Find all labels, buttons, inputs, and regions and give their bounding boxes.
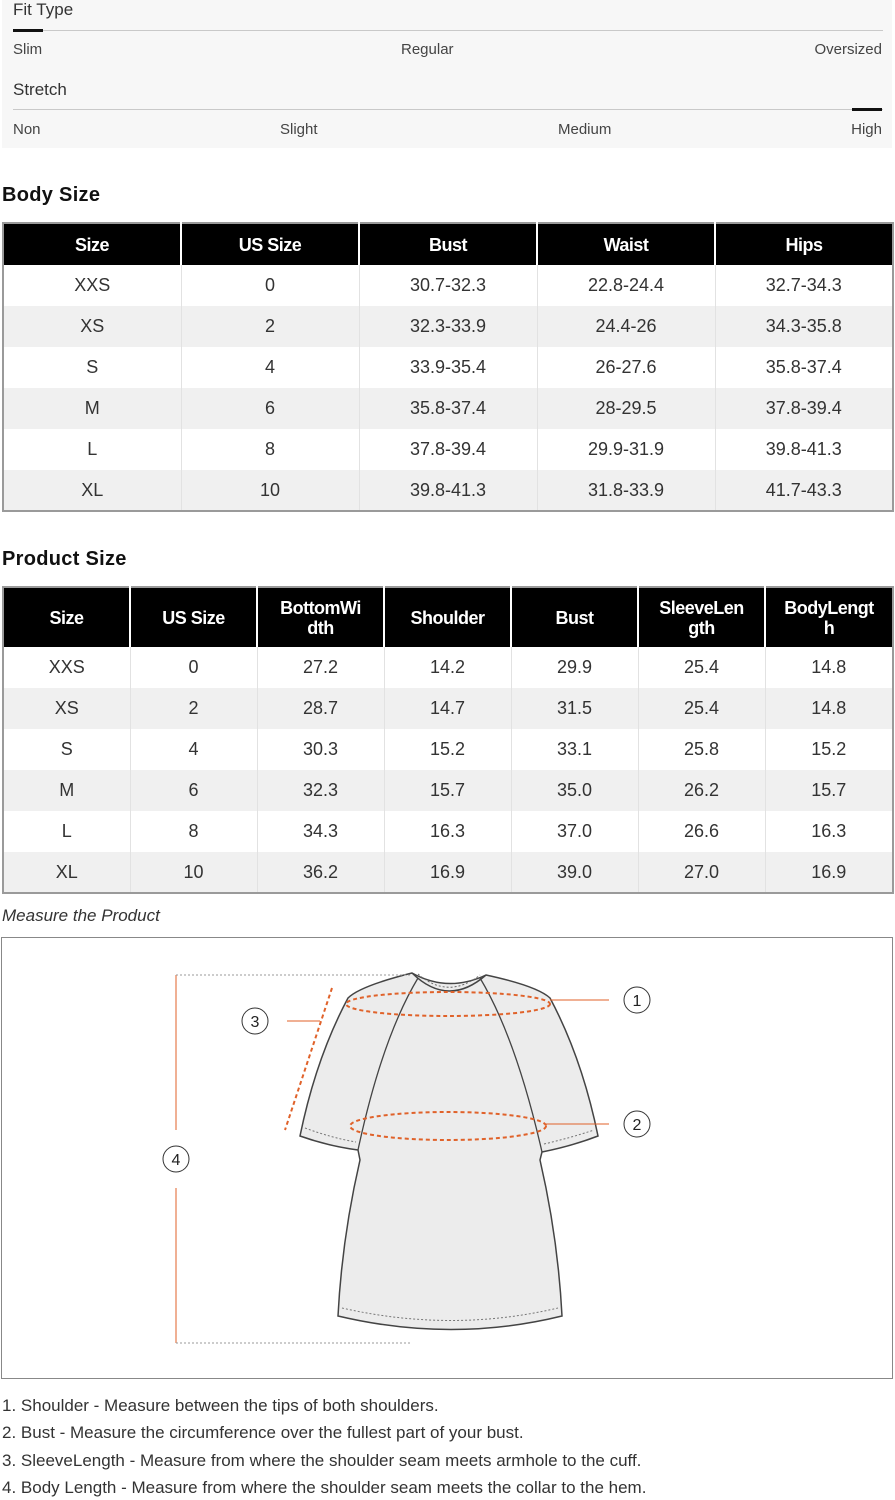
marker-3: 3 — [250, 1014, 260, 1031]
table-cell: 15.7 — [765, 770, 893, 811]
note-shoulder: 1. Shoulder - Measure between the tips of both shoulders. — [2, 1396, 439, 1415]
table-row — [3, 265, 893, 306]
table-row — [3, 470, 893, 511]
table-cell: 29.9-31.9 — [537, 429, 715, 470]
table-cell: 14.8 — [765, 688, 893, 729]
column-header: US Size — [130, 587, 257, 647]
column-header: US Size — [181, 223, 359, 265]
table-cell: XXS — [3, 265, 181, 306]
table-cell: 6 — [130, 770, 257, 811]
note-bust: 2. Bust - Measure the circumference over the fullest part of your bust. — [2, 1423, 524, 1442]
table-row — [3, 388, 893, 429]
table-cell: 16.9 — [384, 852, 511, 893]
table-cell: 30.3 — [257, 729, 384, 770]
fit-type-track — [13, 30, 883, 31]
table-cell: 33.9-35.4 — [359, 347, 537, 388]
stretch-label: Stretch — [13, 80, 67, 99]
table-cell: 16.3 — [811, 821, 847, 841]
body-size-title: Body Size — [2, 184, 101, 206]
table-cell: 0 — [181, 265, 359, 306]
table-cell: 28.7 — [257, 688, 384, 729]
fit-option-oversized: Oversized — [814, 41, 882, 58]
table-cell: XXS — [3, 647, 130, 688]
table-cell: 2 — [130, 688, 257, 729]
table-cell: 0 — [130, 647, 257, 688]
table-cell: 31.8-33.9 — [537, 470, 715, 511]
table-cell: 25.8 — [638, 729, 765, 770]
table-cell: 14.2 — [384, 647, 511, 688]
body-size-table — [2, 222, 894, 512]
marker-4: 4 — [171, 1152, 181, 1169]
table-cell: 15.7 — [384, 770, 511, 811]
table-cell: 8 — [130, 811, 257, 852]
table-row — [3, 729, 893, 770]
marker-2: 2 — [632, 1117, 642, 1134]
table-cell: 27.0 — [638, 852, 765, 893]
table-cell: 35.8-37.4 — [765, 357, 842, 377]
table-cell: 14.7 — [384, 688, 511, 729]
column-header: Hips — [715, 223, 893, 265]
table-cell: 37.8-39.4 — [359, 429, 537, 470]
table-cell: 15.2 — [384, 729, 511, 770]
table-cell: 8 — [181, 429, 359, 470]
column-header: Waist — [537, 223, 715, 265]
table-row — [3, 688, 893, 729]
table-cell: XS — [3, 688, 130, 729]
table-cell: 10 — [130, 852, 257, 893]
stretch-indicator — [852, 108, 882, 111]
table-cell: 25.4 — [638, 647, 765, 688]
note-sleeve-length: 3. SleeveLength - Measure from where the shoulder seam meets armhole to the cuff. — [2, 1451, 642, 1470]
table-cell: 15.2 — [811, 739, 847, 759]
table-cell: 29.9 — [511, 647, 638, 688]
table-cell: 26.6 — [638, 811, 765, 852]
table-cell: 24.4-26 — [537, 306, 715, 347]
table-cell: 39.8-41.3 — [765, 439, 842, 459]
table-row — [3, 852, 893, 893]
product-size-title: Product Size — [2, 548, 127, 570]
marker-1: 1 — [632, 993, 642, 1010]
table-cell: 31.5 — [511, 688, 638, 729]
table-cell: 32.7-34.3 — [765, 275, 842, 295]
column-header: BodyLengt h — [765, 587, 893, 647]
table-cell: 4 — [130, 729, 257, 770]
tshirt-shape — [300, 973, 598, 1330]
stretch-option-non: Non — [13, 121, 41, 138]
table-cell: 27.2 — [257, 647, 384, 688]
stretch-track — [13, 109, 883, 110]
table-cell: 26-27.6 — [537, 347, 715, 388]
column-header: SleeveLen gth — [638, 587, 765, 647]
fit-panel — [2, 0, 892, 148]
table-cell: 26.2 — [638, 770, 765, 811]
column-header: Bust — [359, 223, 537, 265]
fit-type-indicator — [13, 29, 43, 32]
table-cell: 34.3 — [257, 811, 384, 852]
product-size-table — [2, 586, 894, 894]
table-row — [3, 429, 893, 470]
column-header: Shoulder — [384, 587, 511, 647]
column-header: Size — [3, 223, 181, 265]
body-size-header-row — [3, 223, 893, 265]
table-cell: 2 — [181, 306, 359, 347]
stretch-option-medium: Medium — [558, 121, 612, 138]
table-cell: 32.3 — [257, 770, 384, 811]
product-size-header-row — [3, 587, 893, 647]
table-cell: 22.8-24.4 — [537, 265, 715, 306]
table-cell: 35.0 — [511, 770, 638, 811]
table-cell: M — [3, 770, 130, 811]
table-cell: 10 — [181, 470, 359, 511]
table-cell: 25.4 — [638, 688, 765, 729]
table-cell: M — [3, 388, 181, 429]
table-cell: XL — [3, 852, 130, 893]
table-cell: XL — [3, 470, 181, 511]
tshirt-measure-illustration — [2, 938, 894, 1380]
measure-title: Measure the Product — [2, 906, 160, 925]
table-cell: 16.3 — [384, 811, 511, 852]
measure-diagram — [1, 937, 893, 1379]
table-cell: 39.0 — [511, 852, 638, 893]
table-cell: S — [3, 729, 130, 770]
table-cell: 14.8 — [811, 657, 847, 677]
table-row — [3, 306, 893, 347]
stretch-option-slight: Slight — [280, 121, 318, 138]
table-cell: 34.3-35.8 — [715, 306, 893, 347]
table-row — [3, 811, 893, 852]
table-cell: 28-29.5 — [537, 388, 715, 429]
table-cell: S — [3, 347, 181, 388]
column-header: BottomWi dth — [257, 587, 384, 647]
table-cell: 16.9 — [765, 852, 893, 893]
note-body-length: 4. Body Length - Measure from where the shoulder seam meets the collar to the hem. — [2, 1478, 647, 1497]
table-cell: 36.2 — [257, 852, 384, 893]
table-cell: 39.8-41.3 — [359, 470, 537, 511]
column-header: Bust — [511, 587, 638, 647]
table-cell: 4 — [181, 347, 359, 388]
fit-option-regular: Regular — [401, 41, 454, 58]
table-cell: 33.1 — [511, 729, 638, 770]
table-cell: 37.0 — [511, 811, 638, 852]
fit-type-label: Fit Type — [13, 0, 74, 19]
stretch-option-high: High — [851, 121, 882, 138]
column-header: Size — [3, 587, 130, 647]
table-cell: 6 — [181, 388, 359, 429]
table-cell: 37.8-39.4 — [715, 388, 893, 429]
table-cell: L — [3, 429, 181, 470]
table-cell: 35.8-37.4 — [359, 388, 537, 429]
table-cell: 32.3-33.9 — [359, 306, 537, 347]
table-row — [3, 347, 893, 388]
table-cell: 41.7-43.3 — [715, 470, 893, 511]
fit-option-slim: Slim — [13, 41, 43, 58]
table-cell: XS — [3, 306, 181, 347]
table-row — [3, 647, 893, 688]
table-cell: L — [3, 811, 130, 852]
table-row — [3, 770, 893, 811]
table-cell: 30.7-32.3 — [359, 265, 537, 306]
